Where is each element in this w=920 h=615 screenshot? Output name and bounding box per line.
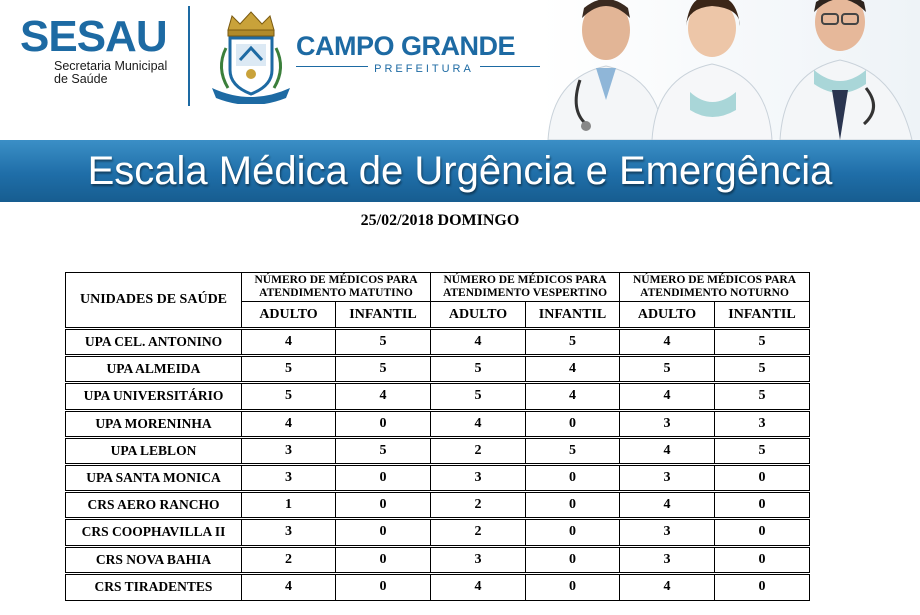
doctor-count-cell: 5 — [242, 383, 336, 410]
doctor-count-cell: 3 — [431, 546, 526, 573]
campo-grande-logo — [296, 30, 556, 80]
doctor-count-cell: 5 — [526, 437, 620, 464]
table-row — [66, 329, 810, 356]
doctor-count-cell: 4 — [336, 383, 431, 410]
table-row — [66, 383, 810, 410]
doctor-count-cell: 5 — [336, 329, 431, 356]
doctor-count-cell: 5 — [526, 329, 620, 356]
column-header: ADULTO — [242, 302, 336, 329]
doctor-count-cell: 4 — [620, 329, 715, 356]
unit-name-cell: UPA UNIVERSITÁRIO — [66, 383, 242, 410]
schedule-date: 25/02/2018 DOMINGO — [360, 212, 520, 229]
unit-name-cell: CRS COOPHAVILLA II — [66, 519, 242, 546]
unit-name-cell: CRS TIRADENTES — [66, 573, 242, 600]
doctor-count-cell: 0 — [526, 519, 620, 546]
table-row — [66, 519, 810, 546]
table-row — [66, 437, 810, 464]
doctor-count-cell: 0 — [336, 410, 431, 437]
table-row — [66, 546, 810, 573]
night-group-header: NÚMERO DE MÉDICOS PARA ATENDIMENTO NOTURNO — [620, 273, 810, 302]
table-row — [66, 356, 810, 383]
title-banner — [0, 140, 920, 202]
schedule-table — [65, 272, 810, 601]
doctor-count-cell: 4 — [242, 410, 336, 437]
doctor-count-cell: 0 — [715, 546, 810, 573]
table-row — [66, 464, 810, 491]
sesau-subtitle-line2: de Saúde — [54, 72, 108, 86]
table-row — [66, 410, 810, 437]
doctor-count-cell: 5 — [715, 437, 810, 464]
doctor-count-cell: 2 — [242, 546, 336, 573]
doctor-count-cell: 5 — [715, 356, 810, 383]
doctor-count-cell: 3 — [431, 464, 526, 491]
doctor-count-cell: 2 — [431, 492, 526, 519]
unit-name-cell: CRS AERO RANCHO — [66, 492, 242, 519]
doctor-count-cell: 3 — [715, 410, 810, 437]
doctor-count-cell: 3 — [242, 437, 336, 464]
doctor-count-cell: 5 — [336, 437, 431, 464]
doctor-count-cell: 0 — [336, 519, 431, 546]
unit-name-cell: UPA ALMEIDA — [66, 356, 242, 383]
units-header: UNIDADES DE SAÚDE — [66, 273, 242, 329]
column-header: INFANTIL — [336, 302, 431, 329]
doctor-count-cell: 3 — [620, 519, 715, 546]
table-row — [66, 492, 810, 519]
doctor-count-cell: 5 — [242, 356, 336, 383]
doctor-count-cell: 0 — [526, 546, 620, 573]
doctor-count-cell: 4 — [620, 383, 715, 410]
unit-name-cell: UPA SANTA MONICA — [66, 464, 242, 491]
doctor-count-cell: 5 — [431, 383, 526, 410]
doctor-count-cell: 0 — [526, 464, 620, 491]
doctor-count-cell: 3 — [242, 519, 336, 546]
doctor-count-cell: 2 — [431, 519, 526, 546]
doctor-count-cell: 4 — [620, 492, 715, 519]
doctor-count-cell: 4 — [242, 573, 336, 600]
doctor-count-cell: 3 — [620, 410, 715, 437]
doctor-count-cell: 0 — [336, 573, 431, 600]
column-header: INFANTIL — [715, 302, 810, 329]
doctor-count-cell: 0 — [336, 492, 431, 519]
afternoon-group-header: NÚMERO DE MÉDICOS PARA ATENDIMENTO VESPERTINO — [431, 273, 620, 302]
column-header: INFANTIL — [526, 302, 620, 329]
doctor-count-cell: 4 — [620, 573, 715, 600]
doctor-count-cell: 4 — [431, 573, 526, 600]
sesau-logo — [20, 14, 180, 104]
doctor-count-cell: 0 — [336, 464, 431, 491]
doctor-count-cell: 3 — [620, 546, 715, 573]
doctor-count-cell: 4 — [526, 383, 620, 410]
column-header: ADULTO — [620, 302, 715, 329]
doctor-count-cell: 5 — [715, 329, 810, 356]
doctor-count-cell: 0 — [526, 492, 620, 519]
city-name: CAMPO GRANDE — [296, 31, 516, 61]
doctor-count-cell: 0 — [526, 410, 620, 437]
unit-name-cell: UPA LEBLON — [66, 437, 242, 464]
morning-group-header: NÚMERO DE MÉDICOS PARA ATENDIMENTO MATUTINO — [242, 273, 431, 302]
prefeitura-label: PREFEITURA — [368, 63, 480, 75]
doctor-count-cell: 1 — [242, 492, 336, 519]
doctor-count-cell: 0 — [336, 546, 431, 573]
doctors-photo — [540, 0, 920, 140]
doctor-count-cell: 0 — [715, 492, 810, 519]
banner-title: Escala Médica de Urgência e Emergência — [87, 149, 833, 193]
doctor-count-cell: 2 — [431, 437, 526, 464]
doctor-count-cell: 0 — [715, 464, 810, 491]
doctor-count-cell: 4 — [431, 410, 526, 437]
doctor-count-cell: 0 — [715, 573, 810, 600]
unit-name-cell: UPA MORENINHA — [66, 410, 242, 437]
doctor-count-cell: 3 — [620, 464, 715, 491]
doctor-count-cell: 5 — [431, 356, 526, 383]
doctor-count-cell: 5 — [620, 356, 715, 383]
column-header: ADULTO — [431, 302, 526, 329]
sesau-subtitle-line1: Secretaria Municipal — [54, 59, 168, 73]
doctor-count-cell: 4 — [242, 329, 336, 356]
doctor-count-cell: 4 — [526, 356, 620, 383]
doctor-count-cell: 5 — [336, 356, 431, 383]
schedule-table-body — [66, 329, 810, 601]
page-header — [0, 0, 920, 140]
doctor-count-cell: 0 — [526, 573, 620, 600]
table-row — [66, 573, 810, 600]
sesau-name: SESAU — [20, 12, 167, 61]
doctor-count-cell: 4 — [620, 437, 715, 464]
doctor-count-cell: 4 — [431, 329, 526, 356]
city-crest-icon — [206, 8, 296, 104]
unit-name-cell: CRS NOVA BAHIA — [66, 546, 242, 573]
unit-name-cell: UPA CEL. ANTONINO — [66, 329, 242, 356]
doctor-count-cell: 0 — [715, 519, 810, 546]
doctor-count-cell: 3 — [242, 464, 336, 491]
logo-divider — [188, 6, 190, 106]
doctor-count-cell: 5 — [715, 383, 810, 410]
